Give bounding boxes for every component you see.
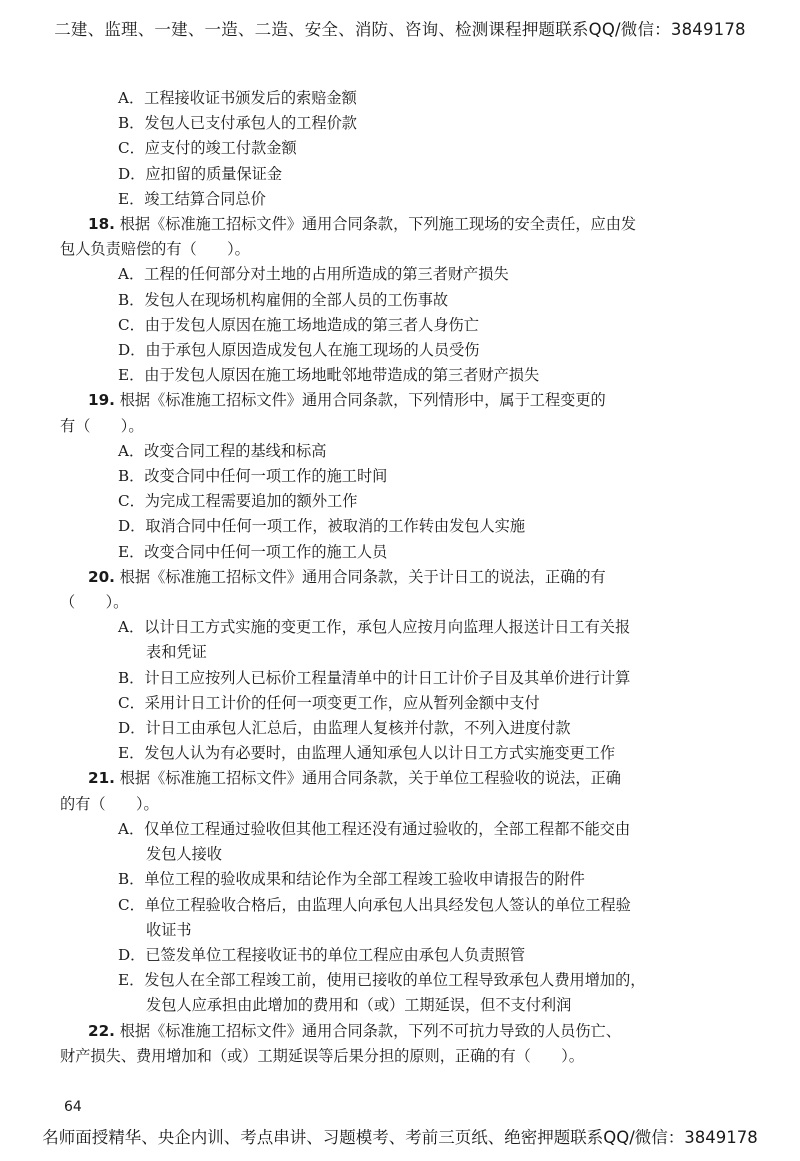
- page-footer-banner: 名师面授精华、央企内训、考点串讲、习题模考、考前三页纸、绝密押题联系QQ/微信：3849178: [42, 1128, 758, 1147]
- option-item: C．采用计日工计价的任何一项变更工作，应从暂列金额中支付: [118, 693, 540, 712]
- question-21-line-1: [60, 766, 720, 791]
- question-21-option-b: B．单位工程的验收成果和结论作为全部工程竣工验收申请报告的附件: [118, 870, 585, 889]
- question-21-option-c: C．单位工程验收合格后，由监理人向承包人出具经发包人签认的单位工程验: [118, 895, 631, 914]
- question-18-line-1: [60, 212, 720, 237]
- option-item: A．工程的任何部分对土地的占用所造成的第三者财产损失: [118, 265, 509, 284]
- question-18-line-2: 包人负责赔偿的有（ ）。: [60, 240, 250, 259]
- question-21-option-a: A．仅单位工程通过验收但其他工程还没有通过验收的，全部工程都不能交由: [118, 819, 631, 838]
- option-item: A．改变合同工程的基线和标高: [118, 441, 327, 460]
- question-19-text: 根据《标准施工招标文件》通用合同条款，下列情形中，属于工程变更的: [119, 391, 606, 410]
- question-20-line-1: [60, 565, 720, 590]
- option-item: D．应扣留的质量保证金: [118, 164, 283, 183]
- question-21-option-c-continued: 收证书: [146, 920, 192, 939]
- previous-question-options: [60, 86, 720, 212]
- question-22-line-1: [60, 1019, 720, 1044]
- option-item: E．改变合同中任何一项工作的施工人员: [118, 542, 388, 561]
- question-20-text: 根据《标准施工招标文件》通用合同条款，关于计日工的说法，正确的有: [119, 567, 606, 586]
- option-item: A．工程接收证书颁发后的索赔金额: [118, 89, 357, 107]
- question-19-options: [60, 439, 720, 565]
- question-22-line-2: 财产损失、费用增加和（或）工期延误等后果分担的原则，正确的有（ ）。: [60, 1046, 584, 1065]
- question-20-option-a-continued: 表和凭证: [146, 643, 207, 662]
- question-18-text: 根据《标准施工招标文件》通用合同条款，下列施工现场的安全责任，应由发: [119, 215, 637, 234]
- option-item: B．计日工应按列人已标价工程量清单中的计日工计价子目及其单价进行计算: [118, 668, 631, 687]
- question-19-line-1: [60, 388, 720, 413]
- option-item: B．改变合同中任何一项工作的施工时间: [118, 467, 388, 486]
- question-20-options: [60, 666, 720, 767]
- question-22-text: 根据《标准施工招标文件》通用合同条款，下列不可抗力导致的人员伤亡、: [119, 1021, 621, 1040]
- question-21-line-2: 的有（ ）。: [60, 794, 159, 813]
- option-item: E．发包人认为有必要时，由监理人通知承包人以计日工方式实施变更工作: [118, 744, 616, 763]
- question-18-options: [60, 262, 720, 388]
- question-21-option-d: D．已签发单位工程接收证书的单位工程应由承包人负责照管: [118, 945, 526, 964]
- question-19-line-2: 有（ ）。: [60, 416, 144, 435]
- question-20-line-2: （ ）。: [60, 593, 129, 612]
- question-21-option-e-continued: 发包人应承担由此增加的费用和（或）工期延误，但不支付利润: [146, 996, 572, 1015]
- option-item: E．竣工结算合同总价: [118, 189, 266, 208]
- page-number: 64: [64, 1099, 82, 1115]
- question-19-number: 19.: [88, 391, 115, 410]
- question-21-text: 根据《标准施工招标文件》通用合同条款，关于单位工程验收的说法，正确: [119, 769, 621, 788]
- question-21-option-e: E．发包人在全部工程竣工前，使用已接收的单位工程导致承包人费用增加的，: [118, 971, 646, 990]
- question-18-number: 18.: [88, 215, 115, 234]
- question-20-number: 20.: [88, 567, 115, 586]
- option-item: C．应支付的竣工付款金额: [118, 139, 297, 158]
- option-item: D．取消合同中任何一项工作，被取消的工作转由发包人实施: [118, 517, 526, 536]
- question-21-number: 21.: [88, 769, 115, 788]
- option-item: D．计日工由承包人汇总后，由监理人复核并付款，不列入进度付款: [118, 719, 571, 738]
- option-item: B．发包人已支付承包人的工程价款: [118, 114, 357, 133]
- option-item: E．由于发包人原因在施工场地毗邻地带造成的第三者财产损失: [118, 366, 540, 385]
- question-21-option-a-continued: 发包人接收: [146, 845, 222, 864]
- option-item: C．由于发包人原因在施工场地造成的第三者人身伤亡: [118, 315, 479, 334]
- option-item: B．发包人在现场机构雇佣的全部人员的工伤事故: [118, 290, 449, 309]
- option-item: D．由于承包人原因造成发包人在施工现场的人员受伤: [118, 341, 480, 360]
- option-item: C．为完成工程需要追加的额外工作: [118, 492, 358, 511]
- question-22-number: 22.: [88, 1021, 115, 1040]
- question-20-option-a: A．以计日工方式实施的变更工作，承包人应按月向监理人报送计日工有关报: [118, 618, 631, 637]
- question-content: [60, 86, 720, 1069]
- page-header-banner: 二建、监理、一建、一造、二造、安全、消防、咨询、检测课程押题联系QQ/微信：3849178: [54, 20, 746, 39]
